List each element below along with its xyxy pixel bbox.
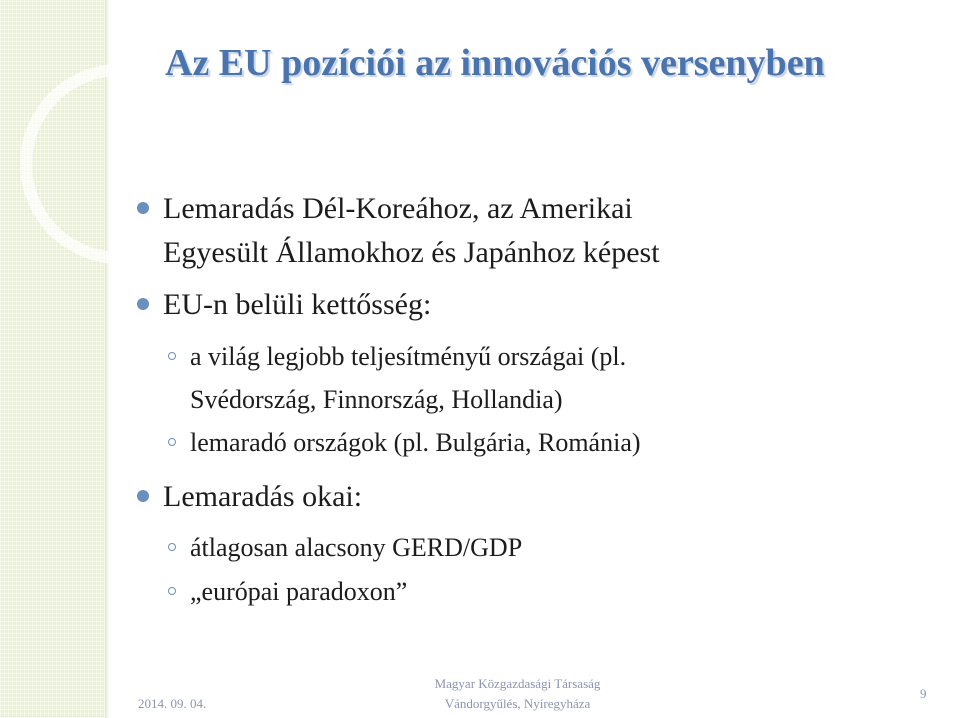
sub-bullet-ring-icon [168,438,176,446]
sub-bullet-ring-icon [168,352,176,360]
slide-page-number: 9 [920,686,927,701]
sub-item-2-2: lemaradó országok (pl. Bulgária, Románia) [190,428,641,457]
footer-date: 2014. 09. 04. [138,696,207,711]
sub-bullet-ring-icon [168,587,176,595]
sub-item-2-1-line-2: Svédország, Finnország, Hollandia) [190,385,563,414]
footer-org-line-1: Magyar Közgazdasági Társaság [434,676,601,691]
sub-item-2-1-line-1: a világ legjobb teljesítményű országai (pl. [190,342,627,371]
bullet-dot-icon [137,490,149,502]
footer-organization [340,674,695,714]
sub-item-3-2: „európai paradoxon” [190,577,408,606]
footer-org-line-2: Vándorgyűlés, Nyíregyháza [444,696,591,711]
bullet-item-1-line-1: Lemaradás Dél-Koreához, az Amerikai [163,192,633,225]
bullet-item-1-line-2: Egyesült Államokhoz és Japánhoz képest [163,236,660,269]
sub-item-3-1: átlagosan alacsony GERD/GDP [190,533,523,562]
bullet-item-3: Lemaradás okai: [163,480,363,513]
bullet-item-2: EU-n belüli kettősség: [163,288,432,321]
sub-bullet-ring-icon [168,543,176,551]
bullet-dot-icon [137,298,149,310]
bullet-dot-icon [137,202,149,214]
slide-title: Az EU pozíciói az innovációs versenyben [165,42,825,84]
